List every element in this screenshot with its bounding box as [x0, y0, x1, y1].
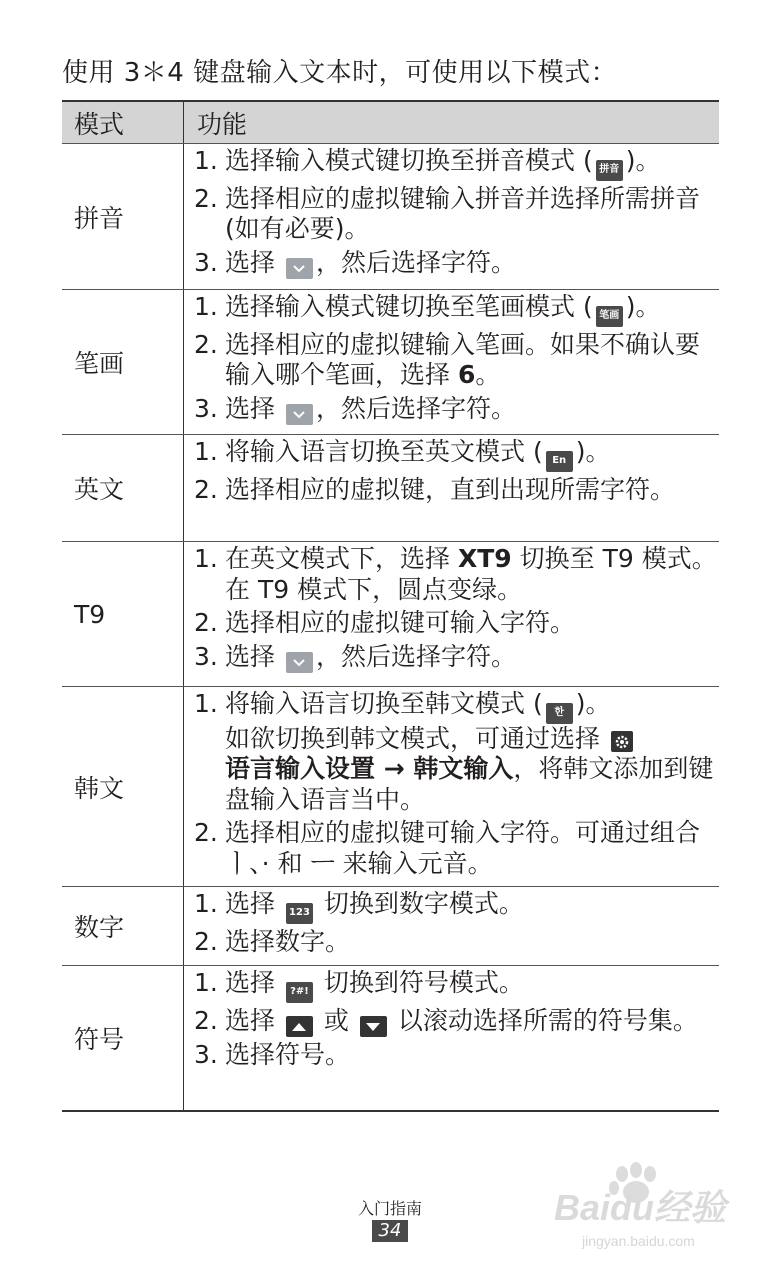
intro-text: 使用 3＊4 键盘输入文本时，可使用以下模式：	[62, 58, 618, 88]
pinyin-mode-icon: 拼音	[596, 160, 623, 181]
scroll-up-icon	[286, 1016, 313, 1037]
settings-icon	[611, 731, 633, 752]
function-cell: 1. 选择输入模式键切换至拼音模式 ( 拼音 )。 2. 选择相应的虚拟键输入拼音并选择所需拼音 (如有必要)。 3. 选择 ，然后选择字符。	[184, 144, 720, 290]
function-cell: 1. 选择 123 切换到数字模式。 2. 选择数字。	[184, 887, 720, 966]
header-function: 功能	[184, 101, 720, 144]
table-header-row	[62, 101, 719, 144]
function-cell: 1. 将输入语言切换至韩文模式 ( 한 )。 如欲切换到韩文模式，可通过选择 语言输入设置 → 韩文输入，将韩文添加到键盘输入语言当中。 2. 选择相应的虚拟键可输入字符。可通过组合 ㅣ、· 和 ㅡ 来输入元音。	[184, 687, 720, 887]
table-row	[62, 966, 719, 1111]
symbol-mode-icon: ?#!	[286, 982, 313, 1003]
table-row	[62, 144, 719, 290]
header-mode: 模式	[62, 101, 184, 144]
mode-cell: 笔画	[62, 290, 184, 435]
table-row	[62, 887, 719, 966]
english-mode-icon: En	[546, 451, 573, 472]
table-row	[62, 290, 719, 435]
chevron-down-icon	[286, 258, 313, 279]
function-cell: 1. 选择输入模式键切换至笔画模式 ( 笔画 )。 2. 选择相应的虚拟键输入笔画。如果不确认要输入哪个笔画，选择 6。 3. 选择 ，然后选择字符。	[184, 290, 720, 435]
number-mode-icon: 123	[286, 903, 313, 924]
mode-cell: 符号	[62, 966, 184, 1111]
mode-cell: 拼音	[62, 144, 184, 290]
table-row	[62, 435, 719, 542]
svg-text:Baidu经验: Baidu经验	[554, 1187, 727, 1228]
chevron-down-icon	[286, 652, 313, 673]
page-number: 34	[372, 1220, 408, 1242]
footer-section-title: 入门指南	[357, 1199, 422, 1218]
function-cell: 1. 选择 ?#! 切换到符号模式。 2. 选择 或 以滚动选择所需的符号集。 3. 选择符号。	[184, 966, 720, 1111]
table-row	[62, 687, 719, 887]
korean-mode-icon: 한	[546, 703, 573, 724]
mode-cell: 英文	[62, 435, 184, 542]
table-row	[62, 542, 719, 687]
mode-cell: T9	[62, 542, 184, 687]
baidu-jingyan-watermark	[552, 1162, 742, 1252]
stroke-mode-icon: 笔画	[596, 306, 623, 327]
mode-cell: 韩文	[62, 687, 184, 887]
input-modes-table	[62, 100, 719, 1112]
function-cell: 1. 在英文模式下，选择 XT9 切换至 T9 模式。在 T9 模式下，圆点变绿。 2. 选择相应的虚拟键可输入字符。 3. 选择 ，然后选择字符。	[184, 542, 720, 687]
mode-cell: 数字	[62, 887, 184, 966]
function-cell: 1. 将输入语言切换至英文模式 ( En )。 2. 选择相应的虚拟键，直到出现所需字符。	[184, 435, 720, 542]
svg-text:jingyan.baidu.com: jingyan.baidu.com	[582, 1233, 695, 1249]
scroll-down-icon	[360, 1016, 387, 1037]
chevron-down-icon	[286, 404, 313, 425]
